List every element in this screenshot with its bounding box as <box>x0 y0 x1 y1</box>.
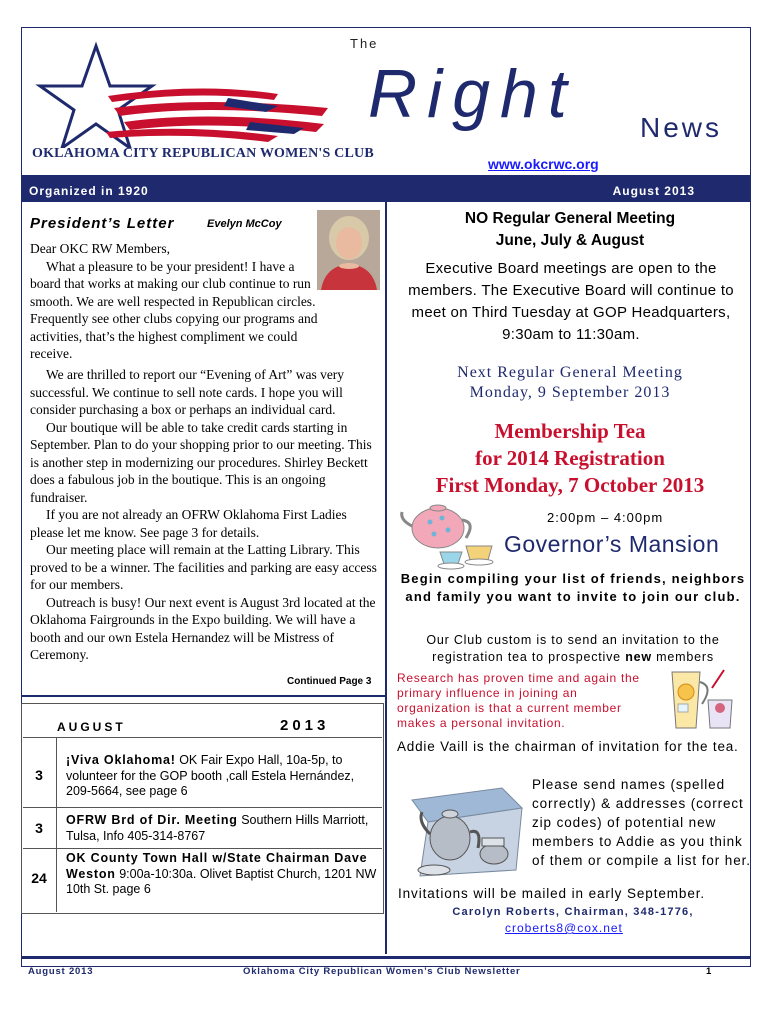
calendar-event <box>66 753 380 800</box>
no-meeting-line: NO Regular General Meeting <box>464 210 676 227</box>
calendar-event-title: OK County Town Hall w/State Chairman Dave Weston <box>66 851 368 881</box>
flag-stripes-icon <box>106 88 328 142</box>
please-send-text: Please send names (spelled correctly) & addresses (correct zip codes) of potential new members to Addie as you think of them or compile a list for her. <box>532 777 751 868</box>
calendar-rule <box>23 848 382 849</box>
calendar-event <box>66 813 380 844</box>
letter-greeting: Dear OKC RW Members, <box>30 241 170 256</box>
star-flag-logo <box>28 38 348 148</box>
calendar-event <box>66 851 380 898</box>
silver-tea-set-icon <box>398 778 526 878</box>
masthead-title: Right <box>368 56 577 132</box>
masthead-the: The <box>350 36 379 51</box>
membership-tea-title <box>395 418 745 499</box>
calendar-event-title: OFRW Brd of Dir. Meeting <box>66 813 238 827</box>
club-custom-pre: Our Club custom is to send an invitation to the registration tea to prospective <box>426 633 720 664</box>
presidents-letter-author: Evelyn McCoy <box>207 218 282 230</box>
calendar-rule <box>23 737 382 738</box>
calendar-day: 24 <box>31 870 47 886</box>
footer-title: Oklahoma City Republican Women’s Club Newsletter <box>243 966 521 977</box>
calendar-day: 3 <box>35 767 43 783</box>
calendar-event-details: Southern Hills Marriott, Tulsa, Info 405-314-8767 <box>66 813 369 843</box>
addie-text: Addie Vaill is the chairman of invitation for the tea. <box>397 739 739 754</box>
continued-note: Continued Page 3 <box>287 676 372 687</box>
tea-title-line: for 2014 Registration <box>475 446 665 470</box>
organized-text: Organized in 1920 <box>29 184 149 198</box>
tea-title-line: Membership Tea <box>494 419 646 443</box>
club-custom-bold: new <box>625 650 652 664</box>
contact-email-link[interactable]: croberts8@cox.net <box>505 921 623 935</box>
letter-paragraph: Our meeting place will remain at the Latting Library. This proved to be a winner. The facilities and parking are easy access for our members. <box>30 542 377 592</box>
letter-paragraph: Our boutique will be able to take credit cards starting in September. Plan to do your shopping prior to our meeting. This is another step in modernizing our procedures. Shirley Beckett does a fabulous job in the boutique. This is an ongoing fundraiser. <box>30 419 372 505</box>
presidents-letter-title: President’s Letter <box>30 215 175 232</box>
no-meeting-notice <box>395 208 745 252</box>
tea-title-line: First Monday, 7 October 2013 <box>435 473 705 497</box>
calendar-event-title: ¡Viva Oklahoma! <box>66 753 176 767</box>
letter-paragraph: Outreach is busy! Our next event is August 3rd located at the Oklahoma Fairgrounds in the Expo building. We will have a booth and our own Estela Hernandez will be Mistress of Ceremony. <box>30 594 376 662</box>
issue-date: August 2013 <box>612 184 695 198</box>
page-number: 1 <box>706 966 712 977</box>
next-meeting-label: Next Regular General Meeting <box>457 364 683 381</box>
club-custom-post: members <box>651 650 714 664</box>
tea-location: Governor’s Mansion <box>504 531 720 557</box>
calendar-event-details: OK Fair Expo Hall, 10a-5p, to volunteer for the GOP booth ,call Estela Hernández, 209-5664, see page 6 <box>66 753 355 798</box>
invitations-text: Invitations will be mailed in early September. <box>398 886 706 901</box>
contact-text: Carolyn Roberts, Chairman, 348-1776, <box>452 906 694 918</box>
column-divider <box>385 202 387 954</box>
letter-paragraph: If you are not already an OFRW Oklahoma First Ladies please let me know. See page 3 for details. <box>30 507 347 540</box>
club-custom-text <box>395 632 751 666</box>
website-link[interactable]: www.okcrwc.org <box>488 156 599 172</box>
exec-board-text: Executive Board meetings are open to the members. The Executive Board will continue to meet on Third Tuesday at GOP Headquarters, 9:30am to 11:30am. <box>408 260 734 343</box>
teapot-icon <box>396 498 496 570</box>
next-meeting <box>395 363 745 403</box>
calendar-day: 3 <box>35 820 43 836</box>
presidents-letter-body-continued <box>30 366 382 664</box>
iced-tea-icon <box>652 664 742 734</box>
calendar-column-rule <box>56 737 57 912</box>
letter-paragraph: We are thrilled to report our “Evening of Art” was very successful. We continue to sell note cards. I hope you will consider purchasing a box or perhaps an individual card. <box>30 367 345 417</box>
banner-bar <box>21 175 751 202</box>
section-divider <box>21 695 386 697</box>
club-name: OKLAHOMA CITY REPUBLICAN WOMEN'S CLUB <box>32 146 374 161</box>
no-meeting-months: June, July & August <box>495 232 645 249</box>
tea-time: 2:00pm – 4:00pm <box>547 510 664 525</box>
calendar-rule <box>23 807 382 808</box>
masthead-news: News <box>640 112 723 143</box>
footer-date: August 2013 <box>28 966 94 977</box>
research-text: Research has proven time and again the primary influence in joining an organization is that a current member makes a personal invitation. <box>397 671 640 730</box>
compile-list-text: Begin compiling your list of friends, neighbors and family you want to invite to join our club. <box>400 571 746 604</box>
footer-rule <box>21 956 751 959</box>
calendar-month: AUGUST <box>57 720 126 734</box>
letter-paragraph: What a pleasure to be your president! I have a board that works at making our club continue to run smooth. We are well respected in Republican circles. Frequently see other clubs copying our programs and activities, that’s the highest compliment we could receive. <box>30 258 318 361</box>
next-meeting-date: Monday, 9 September 2013 <box>469 384 671 401</box>
calendar-event-details: 9:00a-10:30a. Olivet Baptist Church, 1201 NW 10th St. page 6 <box>66 866 377 896</box>
presidents-letter-body <box>30 240 382 363</box>
calendar-year: 2013 <box>280 717 330 734</box>
